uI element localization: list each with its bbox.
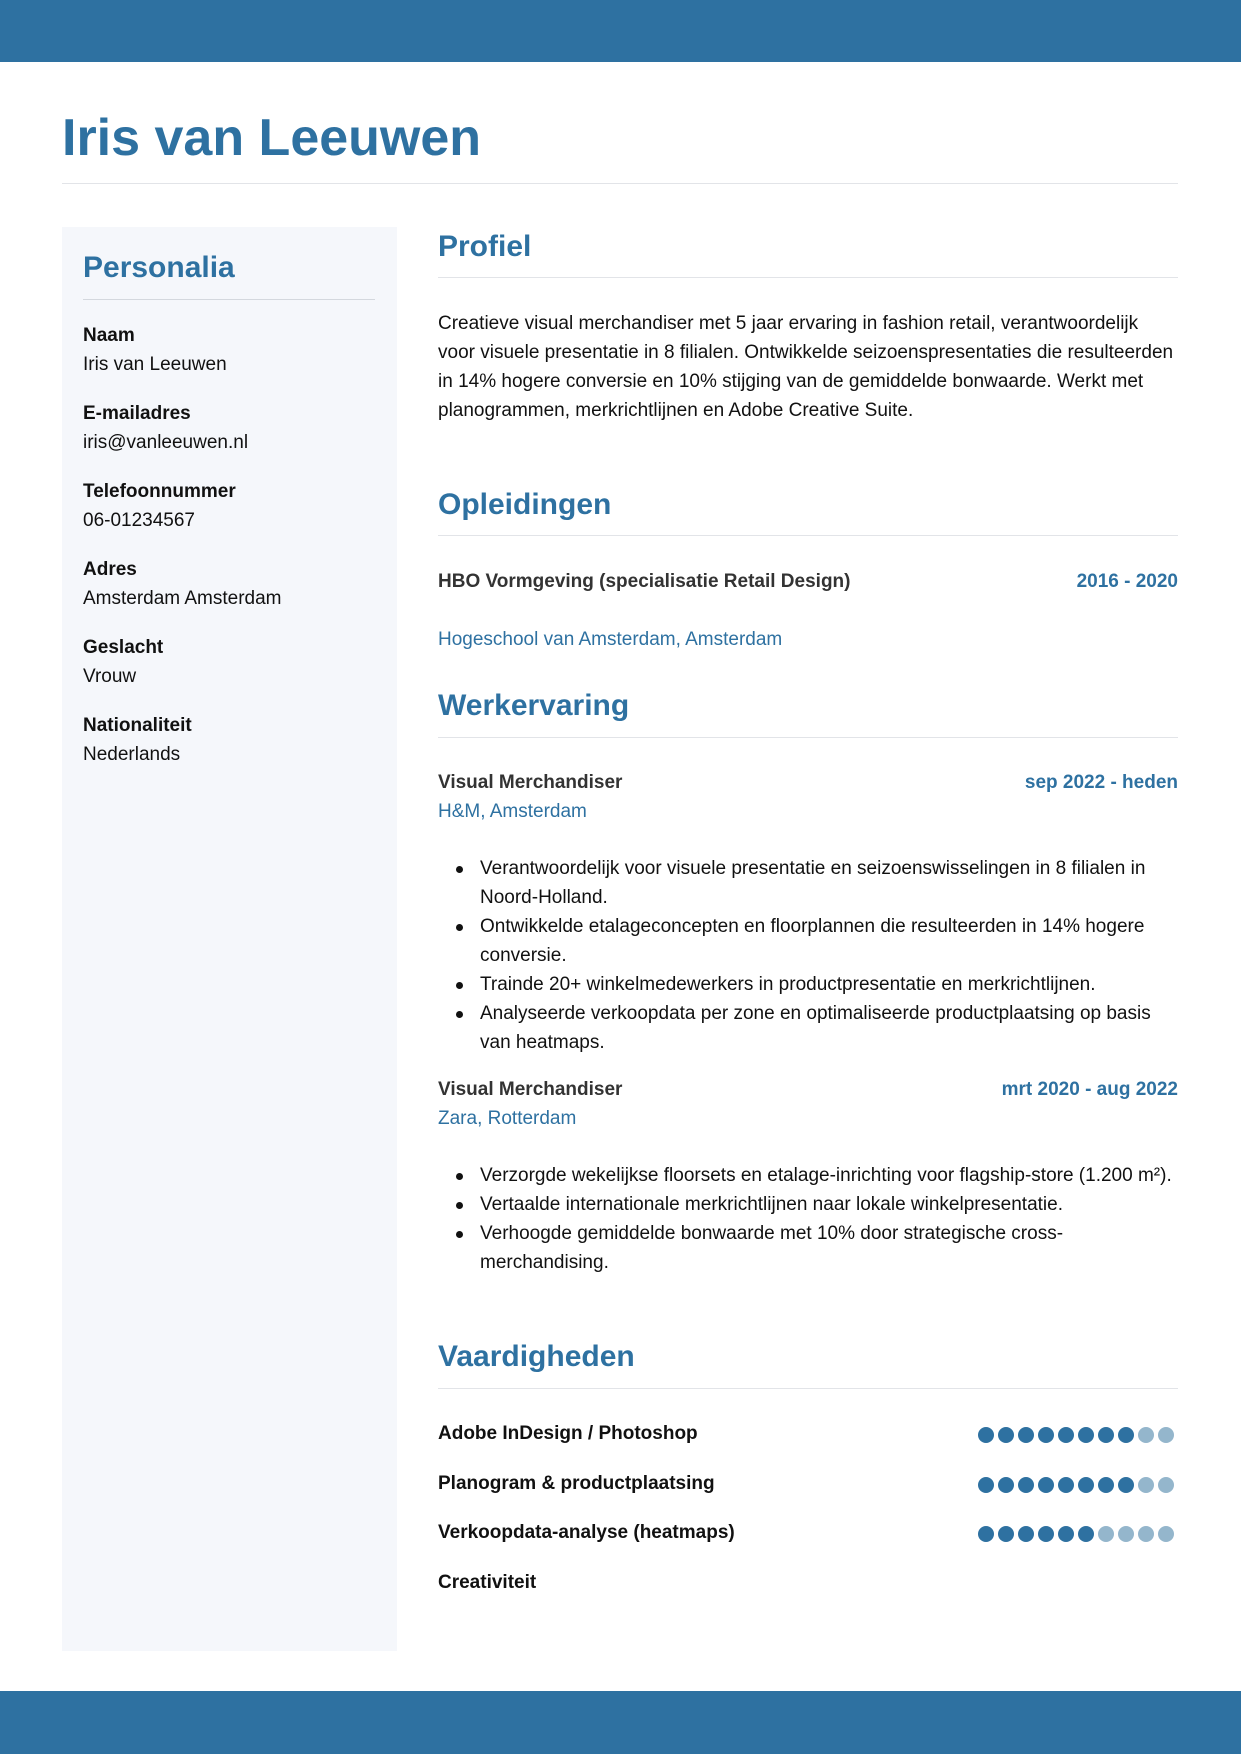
rating-dot-filled (1098, 1477, 1114, 1493)
rating-dot-empty (1118, 1526, 1134, 1542)
list-item: Analyseerde verkoopdata per zone en optimaliseerde productplaatsing op basis van heatmaps. (480, 999, 1178, 1057)
rating-dot-empty (1138, 1526, 1154, 1542)
field-value: Nederlands (83, 744, 181, 765)
name-divider (62, 183, 1178, 184)
list-item: Ontwikkelde etalageconcepten en floorplannen die resulteerden in 14% hogere conversie. (480, 912, 1178, 970)
rating-dot-filled (1078, 1477, 1094, 1493)
rating-dot-empty (1158, 1526, 1174, 1542)
rating-dot-empty (1098, 1526, 1114, 1542)
list-item: Trainde 20+ winkelmedewerkers in productpresentatie en merkrichtlijnen. (480, 970, 1178, 999)
rating-dot-empty (1158, 1427, 1174, 1443)
skill-rating (978, 1477, 1174, 1493)
job-bullets (438, 854, 1178, 1057)
job-company: Zara, Rotterdam (438, 1108, 577, 1129)
rating-dot-empty (1158, 1477, 1174, 1493)
list-item: Verantwoordelijk voor visuele presentatie en seizoenswisselingen in 8 filialen in Noord-Holland. (480, 854, 1178, 912)
rating-dot-filled (998, 1526, 1014, 1542)
job-date: mrt 2020 - aug 2022 (1001, 1079, 1178, 1100)
list-item: Vertaalde internationale merkrichtlijnen naar lokale winkelpresentatie. (480, 1190, 1178, 1219)
education-title: HBO Vormgeving (specialisatie Retail Design) (438, 571, 851, 592)
rating-dot-filled (978, 1477, 994, 1493)
section-title-vaardigheden: Vaardigheden (438, 1340, 635, 1373)
skill-row (438, 1469, 1178, 1499)
rating-dot-filled (1018, 1526, 1034, 1542)
field-label: Adres (83, 559, 137, 580)
section-divider (438, 737, 1178, 738)
field-telefoon (83, 477, 383, 535)
rating-dot-filled (1078, 1526, 1094, 1542)
list-item: Verhoogde gemiddelde bonwaarde met 10% door strategische cross-merchandising. (480, 1219, 1178, 1277)
skill-name: Verkoopdata-analyse (heatmaps) (438, 1522, 735, 1543)
personalia-sidebar (62, 227, 397, 1651)
rating-dot-filled (1098, 1427, 1114, 1443)
field-geslacht (83, 633, 383, 691)
field-email (83, 399, 383, 457)
rating-dot-empty (1138, 1427, 1154, 1443)
rating-dot-filled (1018, 1477, 1034, 1493)
job-title: Visual Merchandiser (438, 772, 623, 793)
rating-dot-filled (1038, 1427, 1054, 1443)
skill-name: Planogram & productplaatsing (438, 1473, 715, 1494)
rating-dot-filled (1018, 1427, 1034, 1443)
field-adres (83, 555, 383, 613)
bottom-banner (0, 1691, 1241, 1754)
field-value: iris@vanleeuwen.nl (83, 432, 249, 453)
education-date: 2016 - 2020 (1076, 571, 1178, 592)
rating-dot-filled (1078, 1427, 1094, 1443)
rating-dot-filled (998, 1427, 1014, 1443)
skill-row (438, 1419, 1178, 1449)
rating-dot-empty (1138, 1477, 1154, 1493)
field-label: E-mailadres (83, 403, 191, 424)
skill-rating (978, 1526, 1174, 1542)
skill-rating (978, 1427, 1174, 1443)
field-value: Amsterdam Amsterdam (83, 588, 282, 609)
skill-name: Adobe InDesign / Photoshop (438, 1423, 698, 1444)
rating-dot-filled (1058, 1526, 1074, 1542)
field-naam (83, 321, 383, 379)
top-banner (0, 0, 1241, 62)
section-title-profiel: Profiel (438, 230, 532, 263)
skill-row (438, 1568, 1178, 1598)
profile-text: Creatieve visual merchandiser met 5 jaar ervaring in fashion retail, verantwoordelijk voor visuele presentatie in 8 filialen. Ontwikkelde seizoenspresentaties die resulteerden in 14% hogere conversie en 10% stijging van de gemiddelde bonwaarde. Werkt met planogrammen, merkrichtlijnen en Adobe Creative Suite. (438, 313, 1174, 421)
field-label: Geslacht (83, 637, 164, 658)
field-value: 06-01234567 (83, 510, 195, 531)
rating-dot-filled (1058, 1427, 1074, 1443)
rating-dot-filled (1118, 1477, 1134, 1493)
skill-name: Creativiteit (438, 1572, 537, 1593)
personalia-divider (83, 299, 375, 300)
rating-dot-filled (978, 1427, 994, 1443)
field-label: Nationaliteit (83, 715, 192, 736)
section-title-opleidingen: Opleidingen (438, 488, 612, 521)
field-value: Vrouw (83, 666, 137, 687)
job-date: sep 2022 - heden (1024, 772, 1178, 793)
field-label: Telefoonnummer (83, 481, 236, 502)
rating-dot-filled (1058, 1477, 1074, 1493)
skill-row (438, 1518, 1178, 1548)
field-value: Iris van Leeuwen (83, 354, 227, 375)
personalia-title: Personalia (83, 251, 235, 284)
section-title-werkervaring: Werkervaring (438, 689, 630, 722)
rating-dot-filled (1038, 1526, 1054, 1542)
rating-dot-filled (1038, 1477, 1054, 1493)
job-title: Visual Merchandiser (438, 1079, 623, 1100)
section-divider (438, 535, 1178, 536)
job-bullets (438, 1161, 1178, 1277)
section-divider (438, 277, 1178, 278)
field-nationaliteit (83, 711, 383, 769)
list-item: Verzorgde wekelijkse floorsets en etalage-inrichting voor flagship-store (1.200 m²). (480, 1161, 1178, 1190)
candidate-name: Iris van Leeuwen (62, 109, 482, 167)
education-institution: Hogeschool van Amsterdam, Amsterdam (438, 629, 783, 650)
rating-dot-filled (978, 1526, 994, 1542)
job-company: H&M, Amsterdam (438, 801, 587, 822)
section-divider (438, 1388, 1178, 1389)
field-label: Naam (83, 325, 135, 346)
rating-dot-filled (998, 1477, 1014, 1493)
rating-dot-filled (1118, 1427, 1134, 1443)
